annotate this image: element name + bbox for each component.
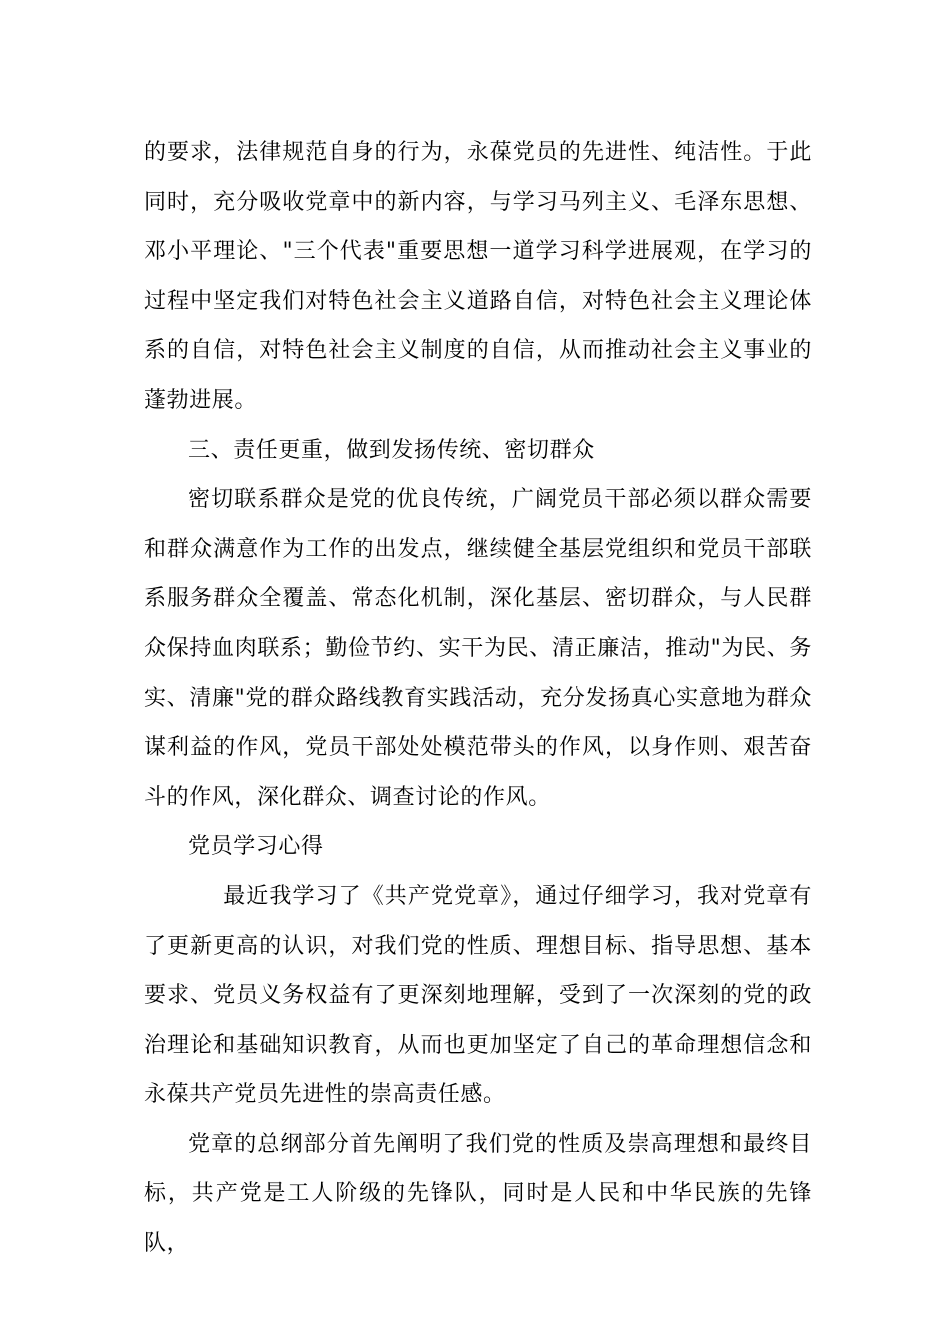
paragraph-mass-line: 密切联系群众是党的优良传统，广阔党员干部必须以群众需要和群众满意作为工作的出发点，继续健全基层党组织和党员干部联系服务群众全覆盖、常态化机制，深化基层、密切群众，与人民群众保持血肉联系；勤俭节约、实干为民、清正廉洁，推动"为民、务实、清廉"党的群众路线教育实践活动，充分发扬真心实意地为群众谋利益的作风，党员干部处处模范带头的作风，以身作则、艰苦奋斗的作风，深化群众、调查讨论的作风。 xyxy=(144,487,812,810)
paragraph-general-program: 党章的总纲部分首先阐明了我们党的性质及崇高理想和最终目标，共产党是工人阶级的先锋队，同时是人民和中华民族的先锋队， xyxy=(144,1131,812,1257)
section-heading-study-notes: 党员学习心得 xyxy=(188,834,324,860)
document-body xyxy=(144,128,812,1269)
paragraph-study-party-charter: 最近我学习了《共产党党章》，通过仔细学习，我对党章有了更新更高的认识，对我们党的性质、理想目标、指导思想、基本要求、党员义务权益有了更深刻地理解，受到了一次深刻的党的政治理论和基础知识教育，从而也更加坚定了自己的革命理想信念和永葆共产党员先进性的崇高责任感。 xyxy=(144,883,812,1108)
paragraph-continuation: 的要求，法律规范自身的行为，永葆党员的先进性、纯洁性。于此同时，充分吸收党章中的新内容，与学习马列主义、毛泽东思想、邓小平理论、"三个代表"重要思想一道学习科学进展观，在学习的过程中坚定我们对特色社会主义道路自信，对特色社会主义理论体系的自信，对特色社会主义制度的自信，从而推动社会主义事业的蓬勃进展。 xyxy=(144,140,812,413)
section-heading-three: 三、责任更重，做到发扬传统、密切群众 xyxy=(188,437,595,463)
